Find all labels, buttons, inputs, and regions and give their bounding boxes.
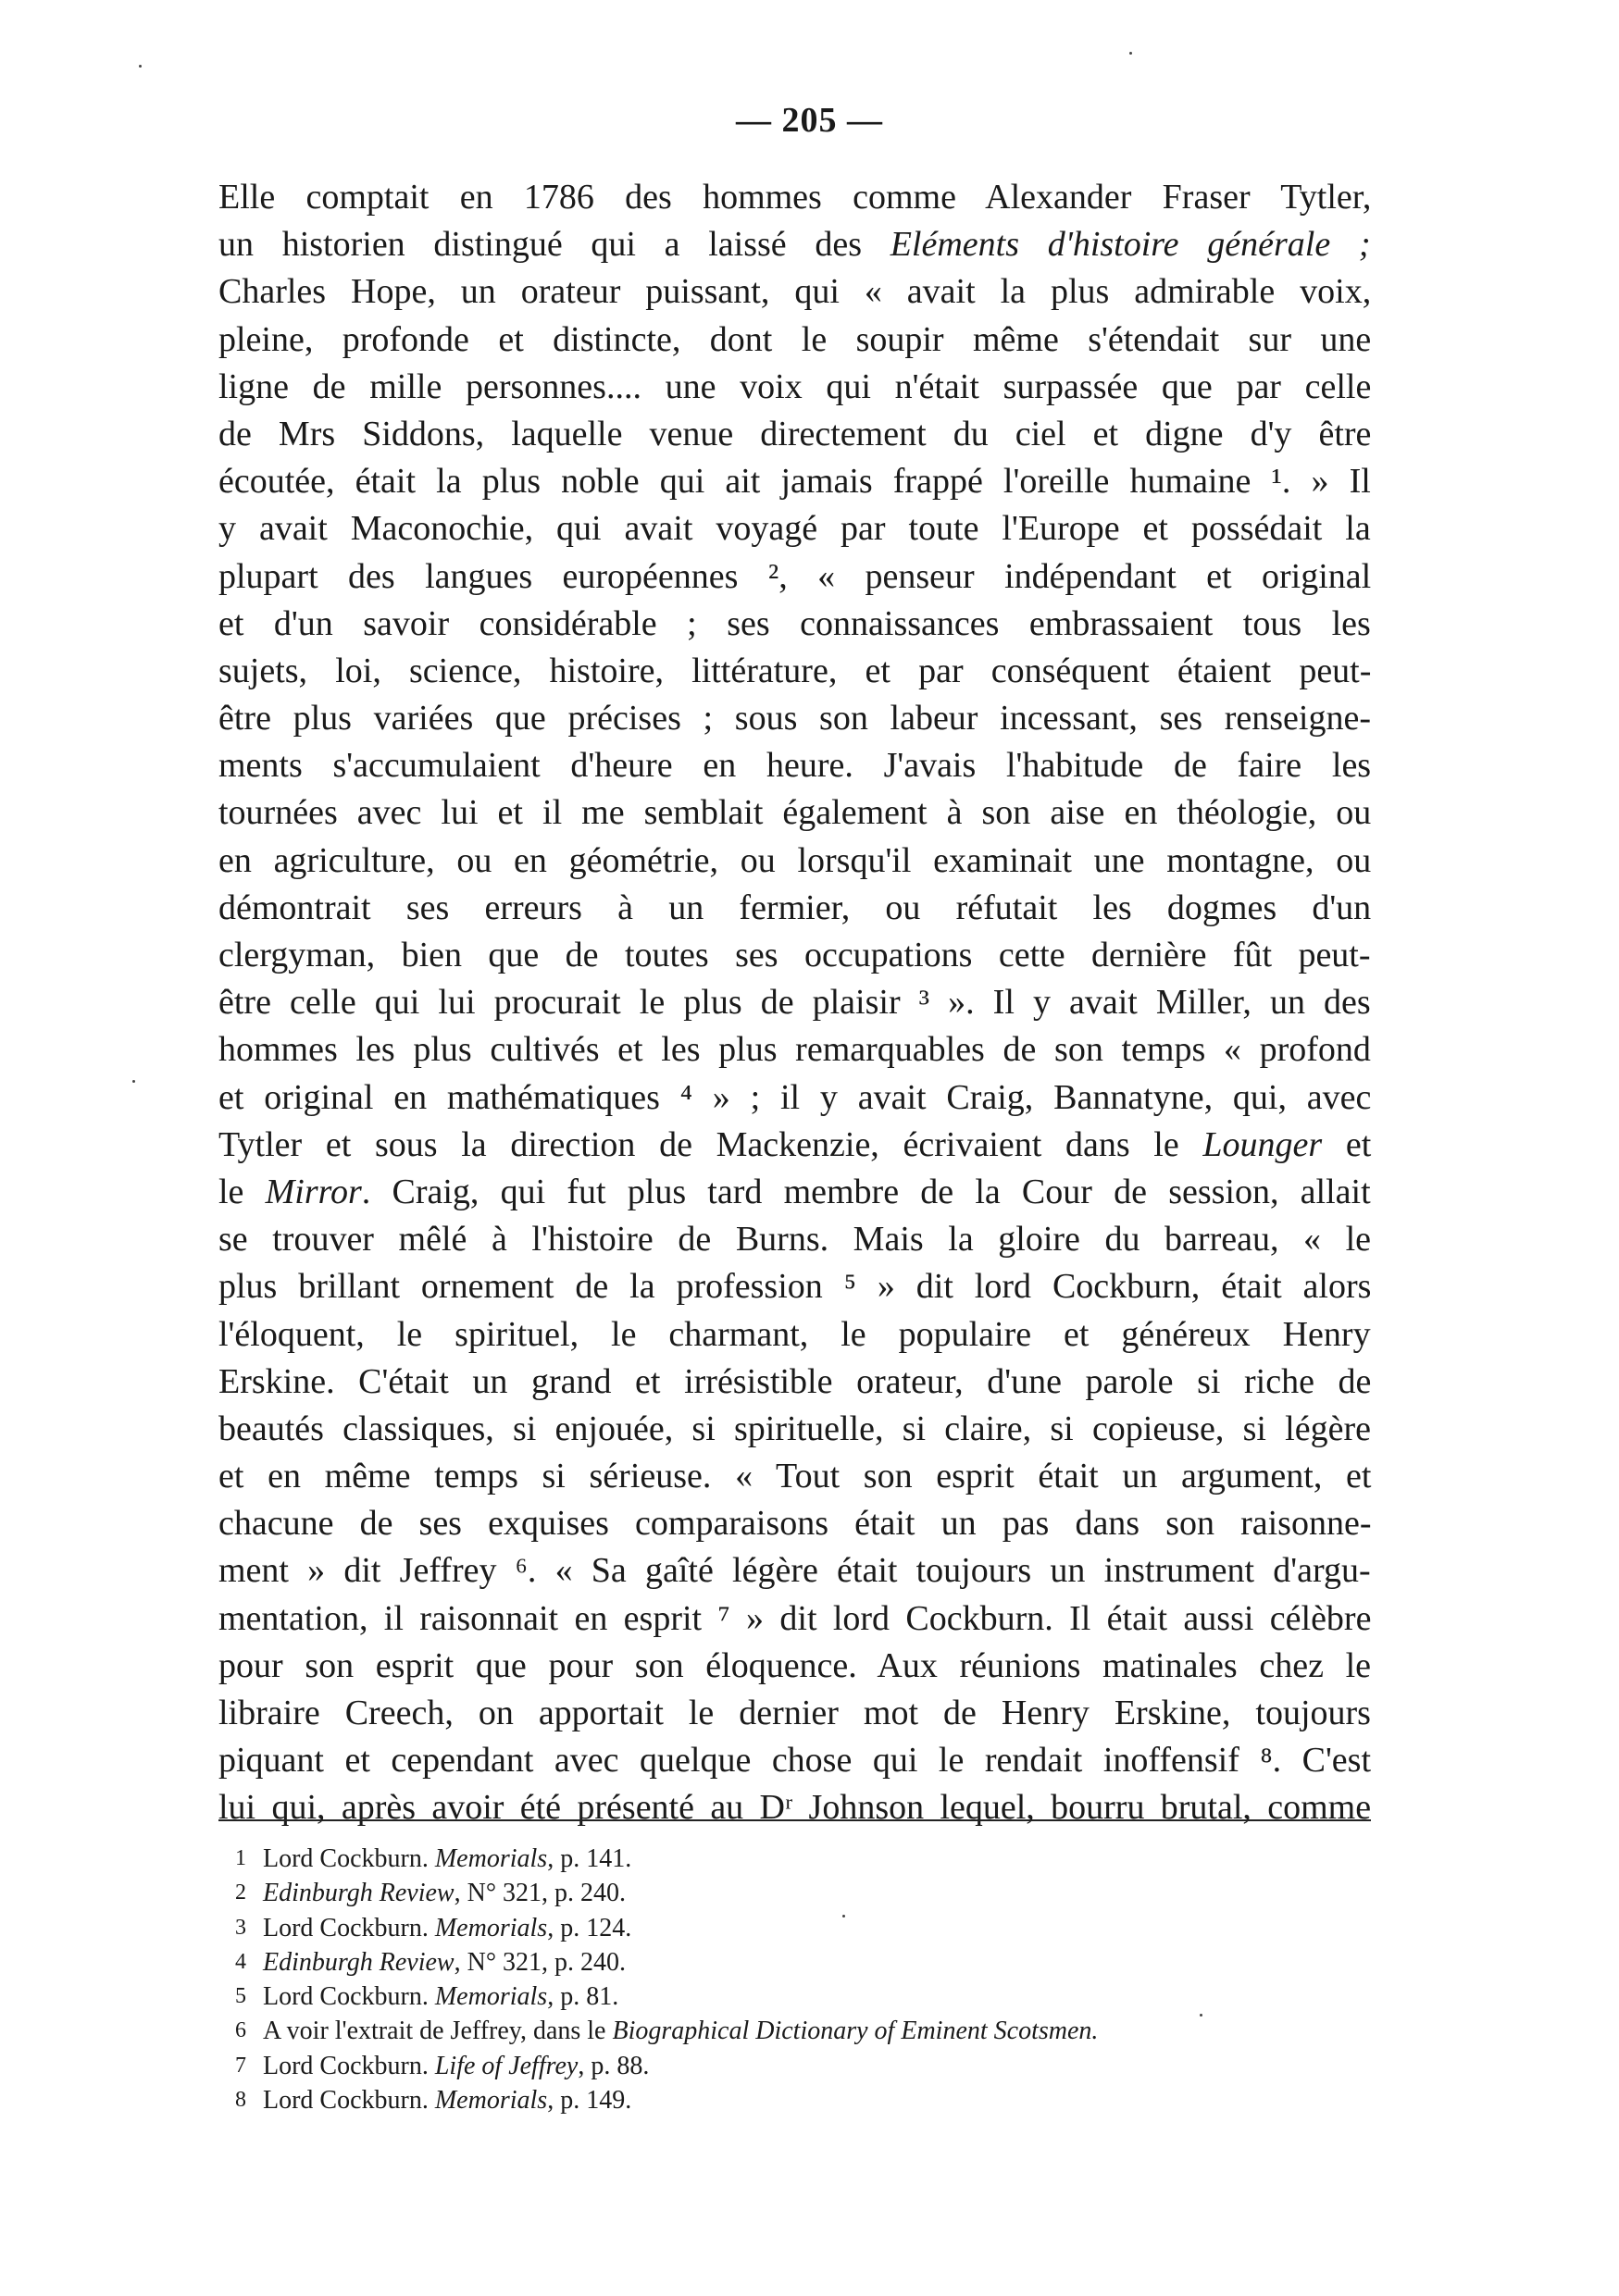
text-line — [218, 1311, 1371, 1359]
footnote-1 — [235, 1842, 1383, 1876]
text-line — [218, 1169, 1371, 1216]
text-line — [218, 1500, 1371, 1547]
text-segment: Erskine. C'était un grand et irrésistible orateur, d'une parole si riche de — [218, 1361, 1372, 1401]
footnote-number: 7 — [235, 2053, 246, 2078]
text-line — [218, 742, 1371, 789]
footnote-text: , p. 149. — [547, 2086, 632, 2116]
text-line — [218, 458, 1371, 505]
footnote-italic: Memorials — [434, 1844, 548, 1873]
text-line — [218, 1643, 1371, 1690]
footnote-number: 3 — [235, 1915, 246, 1940]
footnote-text: Lord Cockburn. — [263, 1913, 435, 1942]
text-line — [218, 364, 1371, 411]
footnote-text: Lord Cockburn. — [263, 1982, 435, 2012]
footnote-italic: Edinburgh Review — [263, 1879, 455, 1908]
text-segment: être plus variées que précises ; sous son labeur incessant, ses renseigne- — [218, 699, 1371, 738]
text-line — [218, 1737, 1371, 1784]
footnote-3 — [235, 1911, 1383, 1945]
paper-speck — [1200, 2014, 1202, 2017]
text-line — [218, 932, 1371, 979]
footnote-text: , p. 141. — [547, 1844, 632, 1873]
text-line — [218, 885, 1371, 932]
footnote-italic: Memorials — [434, 1913, 548, 1942]
text-line — [218, 174, 1371, 221]
text-line — [218, 1784, 1371, 1831]
text-line — [218, 1122, 1371, 1169]
text-line — [218, 1453, 1371, 1500]
text-segment: en agriculture, ou en géométrie, ou lorsqu'il examinait une montagne, ou — [218, 840, 1372, 880]
paper-speck — [1129, 52, 1132, 55]
text-segment: Charles Hope, un orateur puissant, qui « avait la plus admirable voix, — [218, 272, 1372, 312]
text-line — [218, 695, 1371, 742]
text-line — [218, 1216, 1371, 1263]
text-line — [218, 648, 1371, 695]
text-segment: pour son esprit que pour son éloquence. Aux réunions matinales chez le — [218, 1645, 1372, 1685]
text-line — [218, 411, 1371, 458]
text-segment: piquant et cependant avec quelque chose qui le rendait inoffensif ⁸. C'est — [218, 1741, 1372, 1781]
text-line — [218, 838, 1371, 885]
italic-segment: Lounger — [1202, 1124, 1323, 1164]
text-line — [218, 505, 1371, 552]
text-segment: et original en mathématiques ⁴ » ; il y avait Craig, Bannatyne, qui, avec — [218, 1077, 1372, 1117]
text-segment: y avait Maconochie, qui avait voyagé par toute l'Europe et possédait la — [218, 509, 1371, 549]
text-segment: tournées avec lui et il me semblait également à son aise en théologie, ou — [218, 793, 1372, 833]
text-line — [218, 1074, 1371, 1122]
footnote-2 — [235, 1876, 1383, 1910]
text-segment: Elle comptait en 1786 des hommes comme Alexander Fraser Tytler, — [218, 178, 1372, 217]
text-segment: ligne de mille personnes.... une voix qui n'était surpassée que par celle — [218, 366, 1372, 406]
footnote-text: , N° 321, p. 240. — [454, 1879, 627, 1908]
text-segment: et en même temps si sérieuse. « Tout son esprit était un argument, et — [218, 1457, 1372, 1496]
footnote-text: , p. 124. — [547, 1913, 632, 1942]
text-segment: . Craig, qui fut plus tard membre de la Cour de session, allait — [361, 1172, 1371, 1211]
footnote-4 — [235, 1945, 1383, 1980]
text-line — [218, 1547, 1371, 1595]
footnote-number: 1 — [235, 1846, 246, 1870]
text-line — [218, 789, 1371, 837]
text-line — [218, 316, 1371, 364]
italic-segment: Eléments d'histoire générale ; — [890, 225, 1371, 265]
footnote-8 — [235, 2083, 1383, 2117]
text-segment: être celle qui lui procurait le plus de plaisir ³ ». Il y avait Miller, un des — [218, 983, 1371, 1023]
footnote-text: , p. 88. — [578, 2051, 650, 2080]
main-text — [218, 174, 1371, 1832]
footnote-5 — [235, 1980, 1383, 2014]
footnote-number: 8 — [235, 2088, 246, 2113]
footnote-text: A voir l'extrait de Jeffrey, dans le — [263, 2017, 613, 2046]
text-segment: et — [1322, 1124, 1372, 1164]
text-segment: de Mrs Siddons, laquelle venue directement du ciel et digne d'y être — [218, 414, 1372, 453]
text-line — [218, 1406, 1371, 1453]
footnotes — [235, 1842, 1383, 2117]
text-segment: un historien distingué qui a laissé des — [218, 225, 890, 265]
text-segment: beautés classiques, si enjouée, si spirituelle, si claire, si copieuse, si légère — [218, 1409, 1371, 1448]
footnote-6 — [235, 2014, 1383, 2048]
text-line — [218, 601, 1371, 648]
text-segment: plus brillant ornement de la profession ⁵ » dit lord Cockburn, était alors — [218, 1267, 1372, 1307]
text-segment: clergyman, bien que de toutes ses occupations cette dernière fût peut- — [218, 936, 1371, 974]
paper-speck — [132, 1080, 135, 1083]
text-segment: hommes les plus cultivés et les plus remarquables de son temps « profond — [218, 1030, 1371, 1070]
text-line — [218, 979, 1371, 1026]
text-segment: pleine, profonde et distincte, dont le soupir même s'étendait sur une — [218, 319, 1372, 359]
text-line — [218, 221, 1371, 268]
footnote-text: , N° 321, p. 240. — [454, 1947, 627, 1977]
text-line — [218, 1359, 1371, 1406]
text-line — [218, 553, 1371, 601]
footnote-number: 6 — [235, 2018, 246, 2043]
text-line — [218, 268, 1371, 316]
footnote-text: Lord Cockburn. — [263, 1844, 435, 1873]
text-segment: sujets, loi, science, histoire, littérature, et par conséquent étaient peut- — [218, 651, 1372, 690]
text-segment: mentation, il raisonnait en esprit ⁷ » dit lord Cockburn. Il était aussi célèbre — [218, 1598, 1372, 1638]
text-segment: libraire Creech, on apportait le dernier mot de Henry Erskine, toujours — [218, 1694, 1371, 1732]
paper-speck — [842, 1915, 845, 1917]
text-segment: Tytler et sous la direction de Mackenzie, écrivaient dans le — [218, 1124, 1203, 1164]
text-segment: lui qui, après avoir été présenté au Dʳ Johnson lequel, bourru brutal, comme — [218, 1788, 1372, 1828]
text-segment: le — [218, 1172, 266, 1211]
text-line — [218, 1263, 1371, 1310]
page-number: — 205 — — [736, 101, 883, 140]
paper-speck — [139, 65, 142, 68]
text-segment: ments s'accumulaient d'heure en heure. J'avais l'habitude de faire les — [218, 746, 1372, 786]
text-segment: démontrait ses erreurs à un fermier, ou réfutait les dogmes d'un — [218, 887, 1372, 927]
text-segment: chacune de ses exquises comparaisons était un pas dans son raisonne- — [218, 1504, 1372, 1544]
footnote-italic: Biographical Dictionary of Eminent Scotsmen. — [612, 2017, 1099, 2046]
footnote-7 — [235, 2049, 1383, 2083]
footnote-number: 5 — [235, 1984, 246, 2009]
footnote-italic: Memorials — [434, 2086, 548, 2116]
italic-segment: Mirror — [265, 1172, 362, 1211]
footnote-text: , p. 81. — [547, 1982, 619, 2012]
text-segment: l'éloquent, le spirituel, le charmant, le populaire et généreux Henry — [218, 1314, 1371, 1354]
footnote-italic: Memorials — [434, 1982, 548, 2012]
footnote-text: Lord Cockburn. — [263, 2086, 435, 2116]
footnote-italic: Edinburgh Review — [263, 1947, 455, 1977]
text-segment: se trouver mêlé à l'histoire de Burns. Mais la gloire du barreau, « le — [218, 1220, 1372, 1260]
footnote-text: Lord Cockburn. — [263, 2051, 435, 2080]
footnote-divider — [218, 1819, 1371, 1821]
footnote-number: 4 — [235, 1949, 246, 1974]
text-line — [218, 1595, 1371, 1643]
footnote-italic: Life of Jeffrey — [434, 2051, 579, 2080]
text-line — [218, 1690, 1371, 1737]
text-line — [218, 1026, 1371, 1074]
footnote-number: 2 — [235, 1880, 246, 1905]
text-segment: et d'un savoir considérable ; ses connaissances embrassaient tous les — [218, 603, 1371, 643]
text-segment: plupart des langues européennes ², « penseur indépendant et original — [218, 556, 1372, 596]
text-segment: écoutée, était la plus noble qui ait jamais frappé l'oreille humaine ¹. » Il — [218, 462, 1371, 502]
text-segment: ment » dit Jeffrey ⁶. « Sa gaîté légère était toujours un instrument d'argu- — [218, 1551, 1371, 1591]
